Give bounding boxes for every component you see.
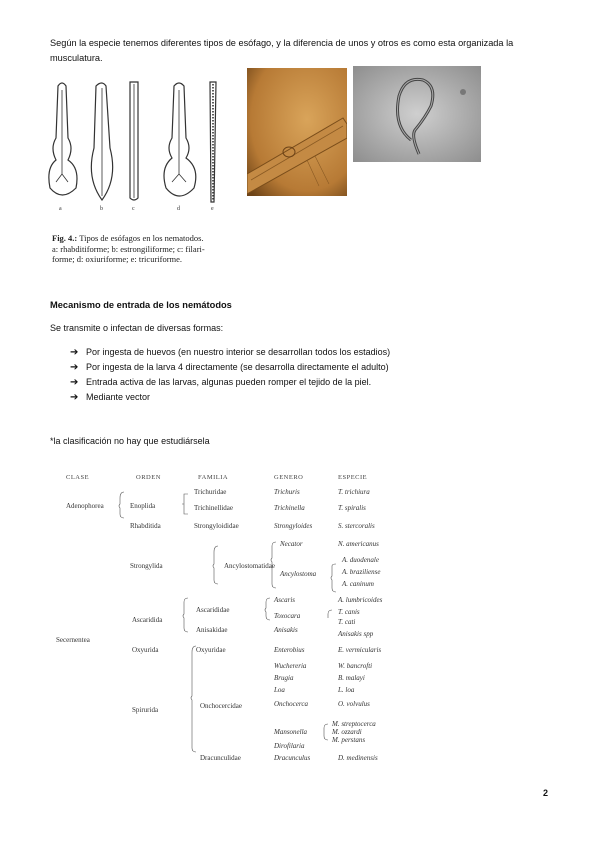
- section-heading: Mecanismo de entrada de los nemátodos: [50, 300, 232, 310]
- list-item: [70, 360, 390, 375]
- caption-line-3: forme; d: oxiuriforme; e: tricuriforme.: [52, 254, 183, 264]
- genero-toxocara: Toxocara: [274, 612, 301, 620]
- fig-label-c: c: [132, 206, 135, 212]
- especie-w-bancrofti: W. bancrofti: [338, 662, 373, 670]
- orden-oxyurida: Oxyurida: [132, 646, 159, 654]
- classification-note: *la clasificación no hay que estudiársela: [50, 436, 210, 446]
- especie-t-canis: T. canis: [338, 608, 360, 616]
- genero-wuchereria: Wuchereria: [274, 662, 307, 670]
- especie-e-vermicularis: E. vermicularis: [338, 646, 382, 654]
- familia-strongyloididae: Strongyloididae: [194, 522, 239, 530]
- header-familia: FAMILIA: [198, 474, 229, 481]
- especie-t-trichiura: T. trichiura: [338, 488, 370, 496]
- page-number: 2: [543, 788, 549, 798]
- genero-anisakis: Anisakis: [274, 626, 298, 634]
- list-item: [70, 345, 390, 360]
- genero-onchocerca: Onchocerca: [274, 700, 308, 708]
- genero-ancylostoma: Ancylostoma: [280, 570, 317, 578]
- familia-trichinellidae: Trichinellidae: [194, 504, 234, 512]
- fig-label-e: e: [211, 206, 214, 212]
- especie-t-cati: T. cati: [338, 618, 356, 626]
- especie-a-duodenale: A. duodenale: [342, 556, 379, 564]
- list-item: [70, 375, 390, 390]
- especie-b-malayi: B. malayi: [338, 674, 365, 682]
- genero-strongyloides: Strongyloides: [274, 522, 313, 530]
- familia-anisakidae: Anisakidae: [196, 626, 228, 634]
- familia-dracunculidae: Dracunculidae: [200, 754, 241, 762]
- clase-secernentea: Secernentea: [56, 636, 90, 644]
- especie-m-perstans: M. perstans: [332, 736, 366, 744]
- genero-trichuris: Trichuris: [274, 488, 300, 496]
- genero-brugia: Brugia: [274, 674, 294, 682]
- microscope-photo-orange: [247, 68, 347, 196]
- familia-ascarididae: Ascarididae: [196, 606, 230, 614]
- arrow-right-icon: ➔: [70, 377, 79, 388]
- fig-label-d: d: [177, 206, 180, 212]
- clase-adenophorea: Adenophorea: [66, 502, 104, 510]
- especie-anisakis-spp: Anisakis spp: [338, 630, 374, 638]
- genero-trichinella: Trichinella: [274, 504, 305, 512]
- arrow-right-icon: ➔: [70, 392, 79, 403]
- fig-label-b: b: [100, 206, 103, 212]
- microscope-photo-gray: [353, 66, 481, 162]
- figure-caption: [52, 233, 242, 265]
- especie-m-streptocerca: M. streptocerca: [332, 720, 376, 728]
- familia-onchocercidae: Onchocercidae: [200, 702, 242, 710]
- especie-a-braziliense: A. braziliense: [342, 568, 381, 576]
- arrow-right-icon: ➔: [70, 347, 79, 358]
- familia-trichuridae: Trichuridae: [194, 488, 227, 496]
- genero-dirofilaria: Dirofilaria: [274, 742, 305, 750]
- list-item-text: Entrada activa de las larvas, algunas pueden romper el tejido de la piel.: [86, 377, 372, 387]
- list-item-text: Por ingesta de la larva 4 directamente (se desarrolla directamente el adulto): [86, 362, 389, 372]
- arrow-right-icon: ➔: [70, 362, 79, 373]
- genero-dracunculus: Dracunculus: [274, 754, 311, 762]
- familia-oxyuridae: Oxyuridae: [196, 646, 226, 654]
- list-item-text: Por ingesta de huevos (en nuestro interior se desarrollan todos los estadios): [86, 347, 391, 357]
- caption-line-1: Tipos de esófagos en los nematodos.: [77, 233, 204, 243]
- genero-necator: Necator: [280, 540, 303, 548]
- header-orden: ORDEN: [136, 474, 161, 481]
- especie-s-stercoralis: S. stercoralis: [338, 522, 375, 530]
- fig-label-a: a: [59, 206, 62, 212]
- list-item: [70, 390, 390, 405]
- section-subtitle: Se transmite o infectan de diversas formas:: [50, 323, 224, 333]
- entry-mechanisms-list: [70, 345, 390, 405]
- header-clase: CLASE: [66, 474, 90, 481]
- especie-l-loa: L. loa: [338, 686, 355, 694]
- orden-ascaridida: Ascaridida: [132, 616, 163, 624]
- classification-table: [48, 466, 548, 766]
- orden-rhabditida: Rhabditida: [130, 522, 161, 530]
- especie-a-caninum: A. caninum: [342, 580, 374, 588]
- orden-spirurida: Spirurida: [132, 706, 159, 714]
- header-genero: GENERO: [274, 474, 304, 481]
- genero-mansonella: Mansonella: [274, 728, 308, 736]
- list-item-text: Mediante vector: [86, 392, 151, 402]
- orden-strongylida: Strongylida: [130, 562, 163, 570]
- header-especie: ESPECIE: [338, 474, 368, 481]
- familia-ancylostomatidae: Ancylostomatidae: [224, 562, 275, 570]
- caption-prefix: Fig. 4.:: [52, 233, 78, 243]
- caption-line-2: a: rhabditiforme; b: estrongiliforme; c: filari-: [52, 243, 205, 254]
- especie-m-ozzardi: M. ozzardi: [332, 728, 362, 736]
- especie-t-spiralis: T. spiralis: [338, 504, 366, 512]
- genero-ascaris: Ascaris: [274, 596, 295, 604]
- orden-enoplida: Enoplida: [130, 502, 156, 510]
- intro-paragraph: Según la especie tenemos diferentes tipos de esófago, y la diferencia de unos y otros es como esta organizada la musculatura.: [50, 38, 514, 63]
- especie-o-volvulus: O. volvulus: [338, 700, 370, 708]
- especie-a-lumbricoides: A. lumbricoides: [338, 596, 383, 604]
- especie-d-medinensis: D. medinensis: [338, 754, 378, 762]
- genero-loa: Loa: [274, 686, 285, 694]
- especie-n-americanus: N. americanus: [338, 540, 379, 548]
- genero-enterobius: Enterobius: [274, 646, 305, 654]
